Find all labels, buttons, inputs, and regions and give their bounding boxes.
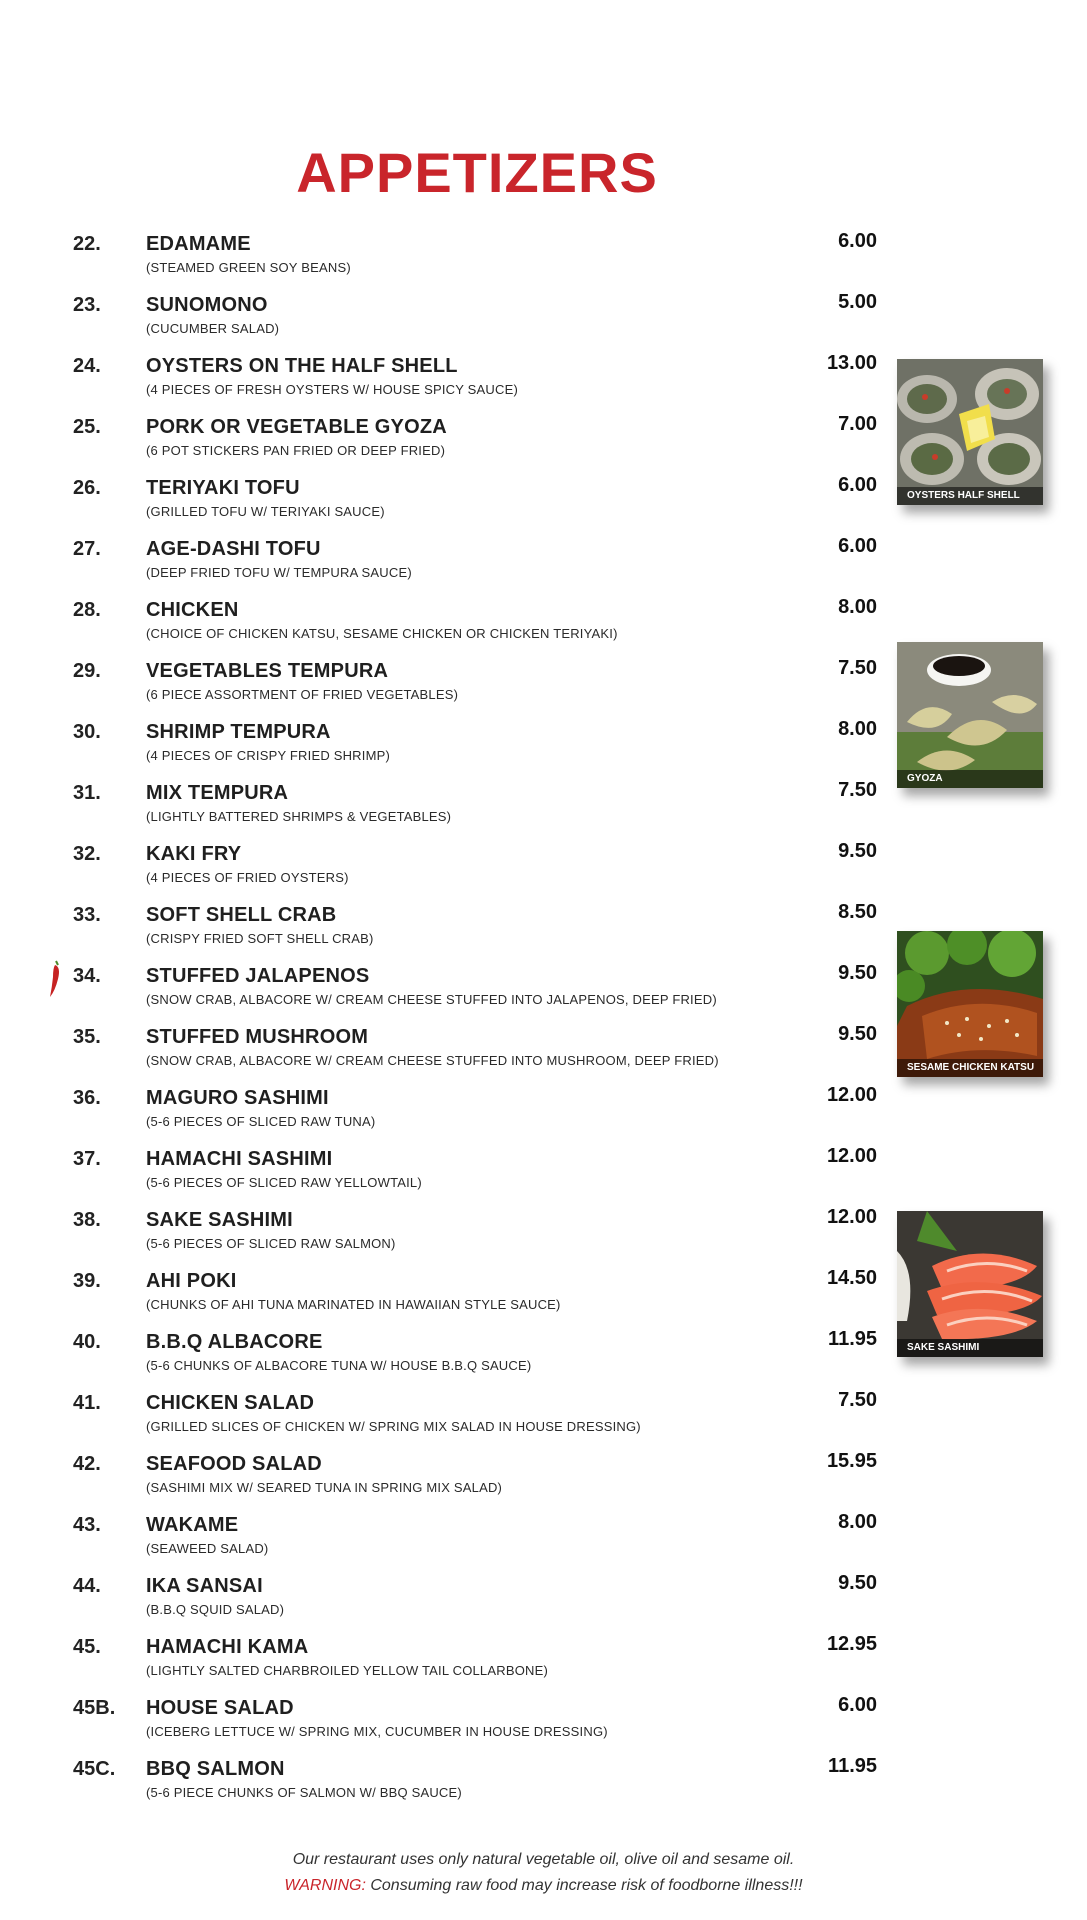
menu-item-name: AHI POKI [146,1270,237,1292]
sesame-chicken-image [897,931,1043,1077]
menu-item-number: 32. [73,843,101,865]
menu-item-description: (LIGHTLY SALTED CHARBROILED YELLOW TAIL COLLARBONE) [146,1663,548,1678]
menu-item-price: 7.00 [838,413,877,435]
menu-item-name: AGE-DASHI TOFU [146,538,321,560]
menu-item-number: 29. [73,660,101,682]
menu-item-price: 5.00 [838,291,877,313]
menu-item-description: (6 PIECE ASSORTMENT OF FRIED VEGETABLES) [146,687,459,702]
menu-item-name: HAMACHI SASHIMI [146,1148,333,1170]
menu-item-description: (4 PIECES OF FRIED OYSTERS) [146,870,349,885]
menu-item-number: 27. [73,538,101,560]
menu-item [0,230,1087,294]
menu-item-name: PORK OR VEGETABLE GYOZA [146,416,447,438]
menu-item-name: SAKE SASHIMI [146,1209,293,1231]
oysters-photo [897,359,1043,505]
menu-item-number: 45C. [73,1758,116,1780]
sake-sashimi-photo [897,1211,1043,1357]
page-title: APPETIZERS [296,141,658,204]
photo-caption: SAKE SASHIMI [897,1339,1043,1357]
menu-item-number: 45B. [73,1697,116,1719]
menu-item-description: (DEEP FRIED TOFU W/ TEMPURA SAUCE) [146,565,412,580]
menu-item-description: (SEAWEED SALAD) [146,1541,269,1556]
menu-item-name: IKA SANSAI [146,1575,263,1597]
menu-item-name: EDAMAME [146,233,251,255]
menu-item-description: (SNOW CRAB, ALBACORE W/ CREAM CHEESE STUFFED INTO JALAPENOS, DEEP FRIED) [146,992,717,1007]
menu-item-price: 7.50 [838,1389,877,1411]
menu-item-price: 12.95 [826,1633,877,1655]
menu-item-price: 8.00 [838,1511,877,1533]
sake-sashimi-image [897,1211,1043,1357]
menu-item [0,1694,1087,1758]
menu-item-number: 42. [73,1453,101,1475]
menu-item-name: KAKI FRY [146,843,242,865]
menu-item-description: (5-6 CHUNKS OF ALBACORE TUNA W/ HOUSE B.B.Q SAUCE) [146,1358,532,1373]
menu-item-number: 39. [73,1270,101,1292]
menu-item-name: STUFFED JALAPENOS [146,965,370,987]
photo-caption: OYSTERS HALF SHELL [897,487,1043,505]
menu-item-name: STUFFED MUSHROOM [146,1026,369,1048]
menu-item-number: 37. [73,1148,101,1170]
menu-item-description: (STEAMED GREEN SOY BEANS) [146,260,351,275]
menu-item-number: 35. [73,1026,101,1048]
menu-item-description: (CHOICE OF CHICKEN KATSU, SESAME CHICKEN OR CHICKEN TERIYAKI) [146,626,618,641]
menu-item-number: 22. [73,233,101,255]
menu-item-price: 14.50 [826,1267,877,1289]
menu-item-number: 40. [73,1331,101,1353]
menu-item-description: (5-6 PIECES OF SLICED RAW SALMON) [146,1236,396,1251]
menu-item-name: MIX TEMPURA [146,782,289,804]
menu-item [0,291,1087,355]
menu-item-number: 28. [73,599,101,621]
gyoza-photo [897,642,1043,788]
photo-caption: SESAME CHICKEN KATSU [897,1059,1043,1077]
menu-item-name: SHRIMP TEMPURA [146,721,331,743]
menu-item-price: 6.00 [838,1694,877,1716]
menu-item [0,1145,1087,1209]
menu-item-price: 9.50 [838,1572,877,1594]
menu-item-description: (5-6 PIECES OF SLICED RAW TUNA) [146,1114,376,1129]
menu-item-number: 36. [73,1087,101,1109]
menu-item-description: (B.B.Q SQUID SALAD) [146,1602,285,1617]
menu-item-name: SOFT SHELL CRAB [146,904,337,926]
menu-item-description: (5-6 PIECE CHUNKS OF SALMON W/ BBQ SAUCE) [146,1785,462,1800]
menu-item-number: 44. [73,1575,101,1597]
menu-item [0,1633,1087,1697]
sesame-chicken-photo [897,931,1043,1077]
menu-item-price: 11.95 [828,1755,877,1777]
menu-item-name: CHICKEN [146,599,239,621]
menu-item-price: 9.50 [838,1023,877,1045]
menu-item [0,535,1087,599]
menu-item-price: 9.50 [838,840,877,862]
menu-item-description: (4 PIECES OF FRESH OYSTERS W/ HOUSE SPICY SAUCE) [146,382,518,397]
menu-item-description: (5-6 PIECES OF SLICED RAW YELLOWTAIL) [146,1175,422,1190]
menu-item-number: 34. [73,965,101,987]
menu-item-name: VEGETABLES TEMPURA [146,660,389,682]
menu-item-price: 6.00 [838,474,877,496]
photo-caption: GYOZA [897,770,1043,788]
menu-item-name: SUNOMONO [146,294,268,316]
chili-pepper-icon [48,959,62,999]
menu-item-price: 11.95 [828,1328,877,1350]
raw-food-warning [0,1877,1087,1895]
menu-item-description: (CUCUMBER SALAD) [146,321,280,336]
menu-item-number: 38. [73,1209,101,1231]
menu-item [0,1389,1087,1453]
menu-item-name: SEAFOOD SALAD [146,1453,322,1475]
menu-item-price: 12.00 [826,1084,877,1106]
menu-item-description: (LIGHTLY BATTERED SHRIMPS & VEGETABLES) [146,809,452,824]
oysters-image [897,359,1043,505]
menu-item-name: BBQ SALMON [146,1758,285,1780]
menu-item-description: (6 POT STICKERS PAN FRIED OR DEEP FRIED) [146,443,446,458]
menu-item-number: 24. [73,355,101,377]
menu-item-price: 13.00 [826,352,877,374]
menu-item-name: CHICKEN SALAD [146,1392,315,1414]
menu-item-price: 7.50 [838,779,877,801]
menu-item-description: (CRISPY FRIED SOFT SHELL CRAB) [146,931,374,946]
oil-notice: Our restaurant uses only natural vegetable oil, olive oil and sesame oil. [292,1851,795,1868]
menu-item-number: 26. [73,477,101,499]
menu-item-number: 41. [73,1392,101,1414]
menu-item-number: 30. [73,721,101,743]
menu-item-number: 33. [73,904,101,926]
menu-item-name: HAMACHI KAMA [146,1636,309,1658]
menu-item [0,1572,1087,1636]
menu-item-description: (ICEBERG LETTUCE W/ SPRING MIX, CUCUMBER IN HOUSE DRESSING) [146,1724,608,1739]
menu-item-number: 43. [73,1514,101,1536]
menu-item [0,1755,1087,1819]
menu-item-price: 9.50 [838,962,877,984]
menu-item-name: OYSTERS ON THE HALF SHELL [146,355,458,377]
menu-item-price: 6.00 [838,230,877,252]
menu-item-price: 12.00 [826,1206,877,1228]
menu-item-description: (SNOW CRAB, ALBACORE W/ CREAM CHEESE STUFFED INTO MUSHROOM, DEEP FRIED) [146,1053,719,1068]
menu-item-price: 6.00 [838,535,877,557]
menu-item-name: WAKAME [146,1514,239,1536]
menu-item-number: 31. [73,782,101,804]
menu-item-number: 45. [73,1636,101,1658]
menu-item-name: MAGURO SASHIMI [146,1087,329,1109]
menu-item-name: B.B.Q ALBACORE [146,1331,323,1353]
warning-label: WARNING: [284,1877,366,1894]
menu-item-description: (GRILLED SLICES OF CHICKEN W/ SPRING MIX SALAD IN HOUSE DRESSING) [146,1419,641,1434]
menu-item-description: (GRILLED TOFU W/ TERIYAKI SAUCE) [146,504,385,519]
menu-item [0,1511,1087,1575]
menu-item-description: (SASHIMI MIX W/ SEARED TUNA IN SPRING MIX SALAD) [146,1480,503,1495]
warning-text: Consuming raw food may increase risk of foodborne illness!!! [365,1877,803,1894]
menu-item-price: 8.50 [838,901,877,923]
menu-item-number: 23. [73,294,101,316]
menu-item-description: (4 PIECES OF CRISPY FRIED SHRIMP) [146,748,391,763]
menu-item-price: 12.00 [826,1145,877,1167]
menu-item [0,840,1087,904]
menu-item [0,1450,1087,1514]
menu-item-name: HOUSE SALAD [146,1697,294,1719]
menu-item-price: 8.00 [838,596,877,618]
menu-item-description: (CHUNKS OF AHI TUNA MARINATED IN HAWAIIAN STYLE SAUCE) [146,1297,561,1312]
menu-item-price: 7.50 [838,657,877,679]
menu-item-price: 8.00 [838,718,877,740]
menu-item [0,779,1087,843]
gyoza-image [897,642,1043,788]
menu-item-number: 25. [73,416,101,438]
menu-item [0,1084,1087,1148]
menu-item-name: TERIYAKI TOFU [146,477,300,499]
menu-item-price: 15.95 [826,1450,877,1472]
